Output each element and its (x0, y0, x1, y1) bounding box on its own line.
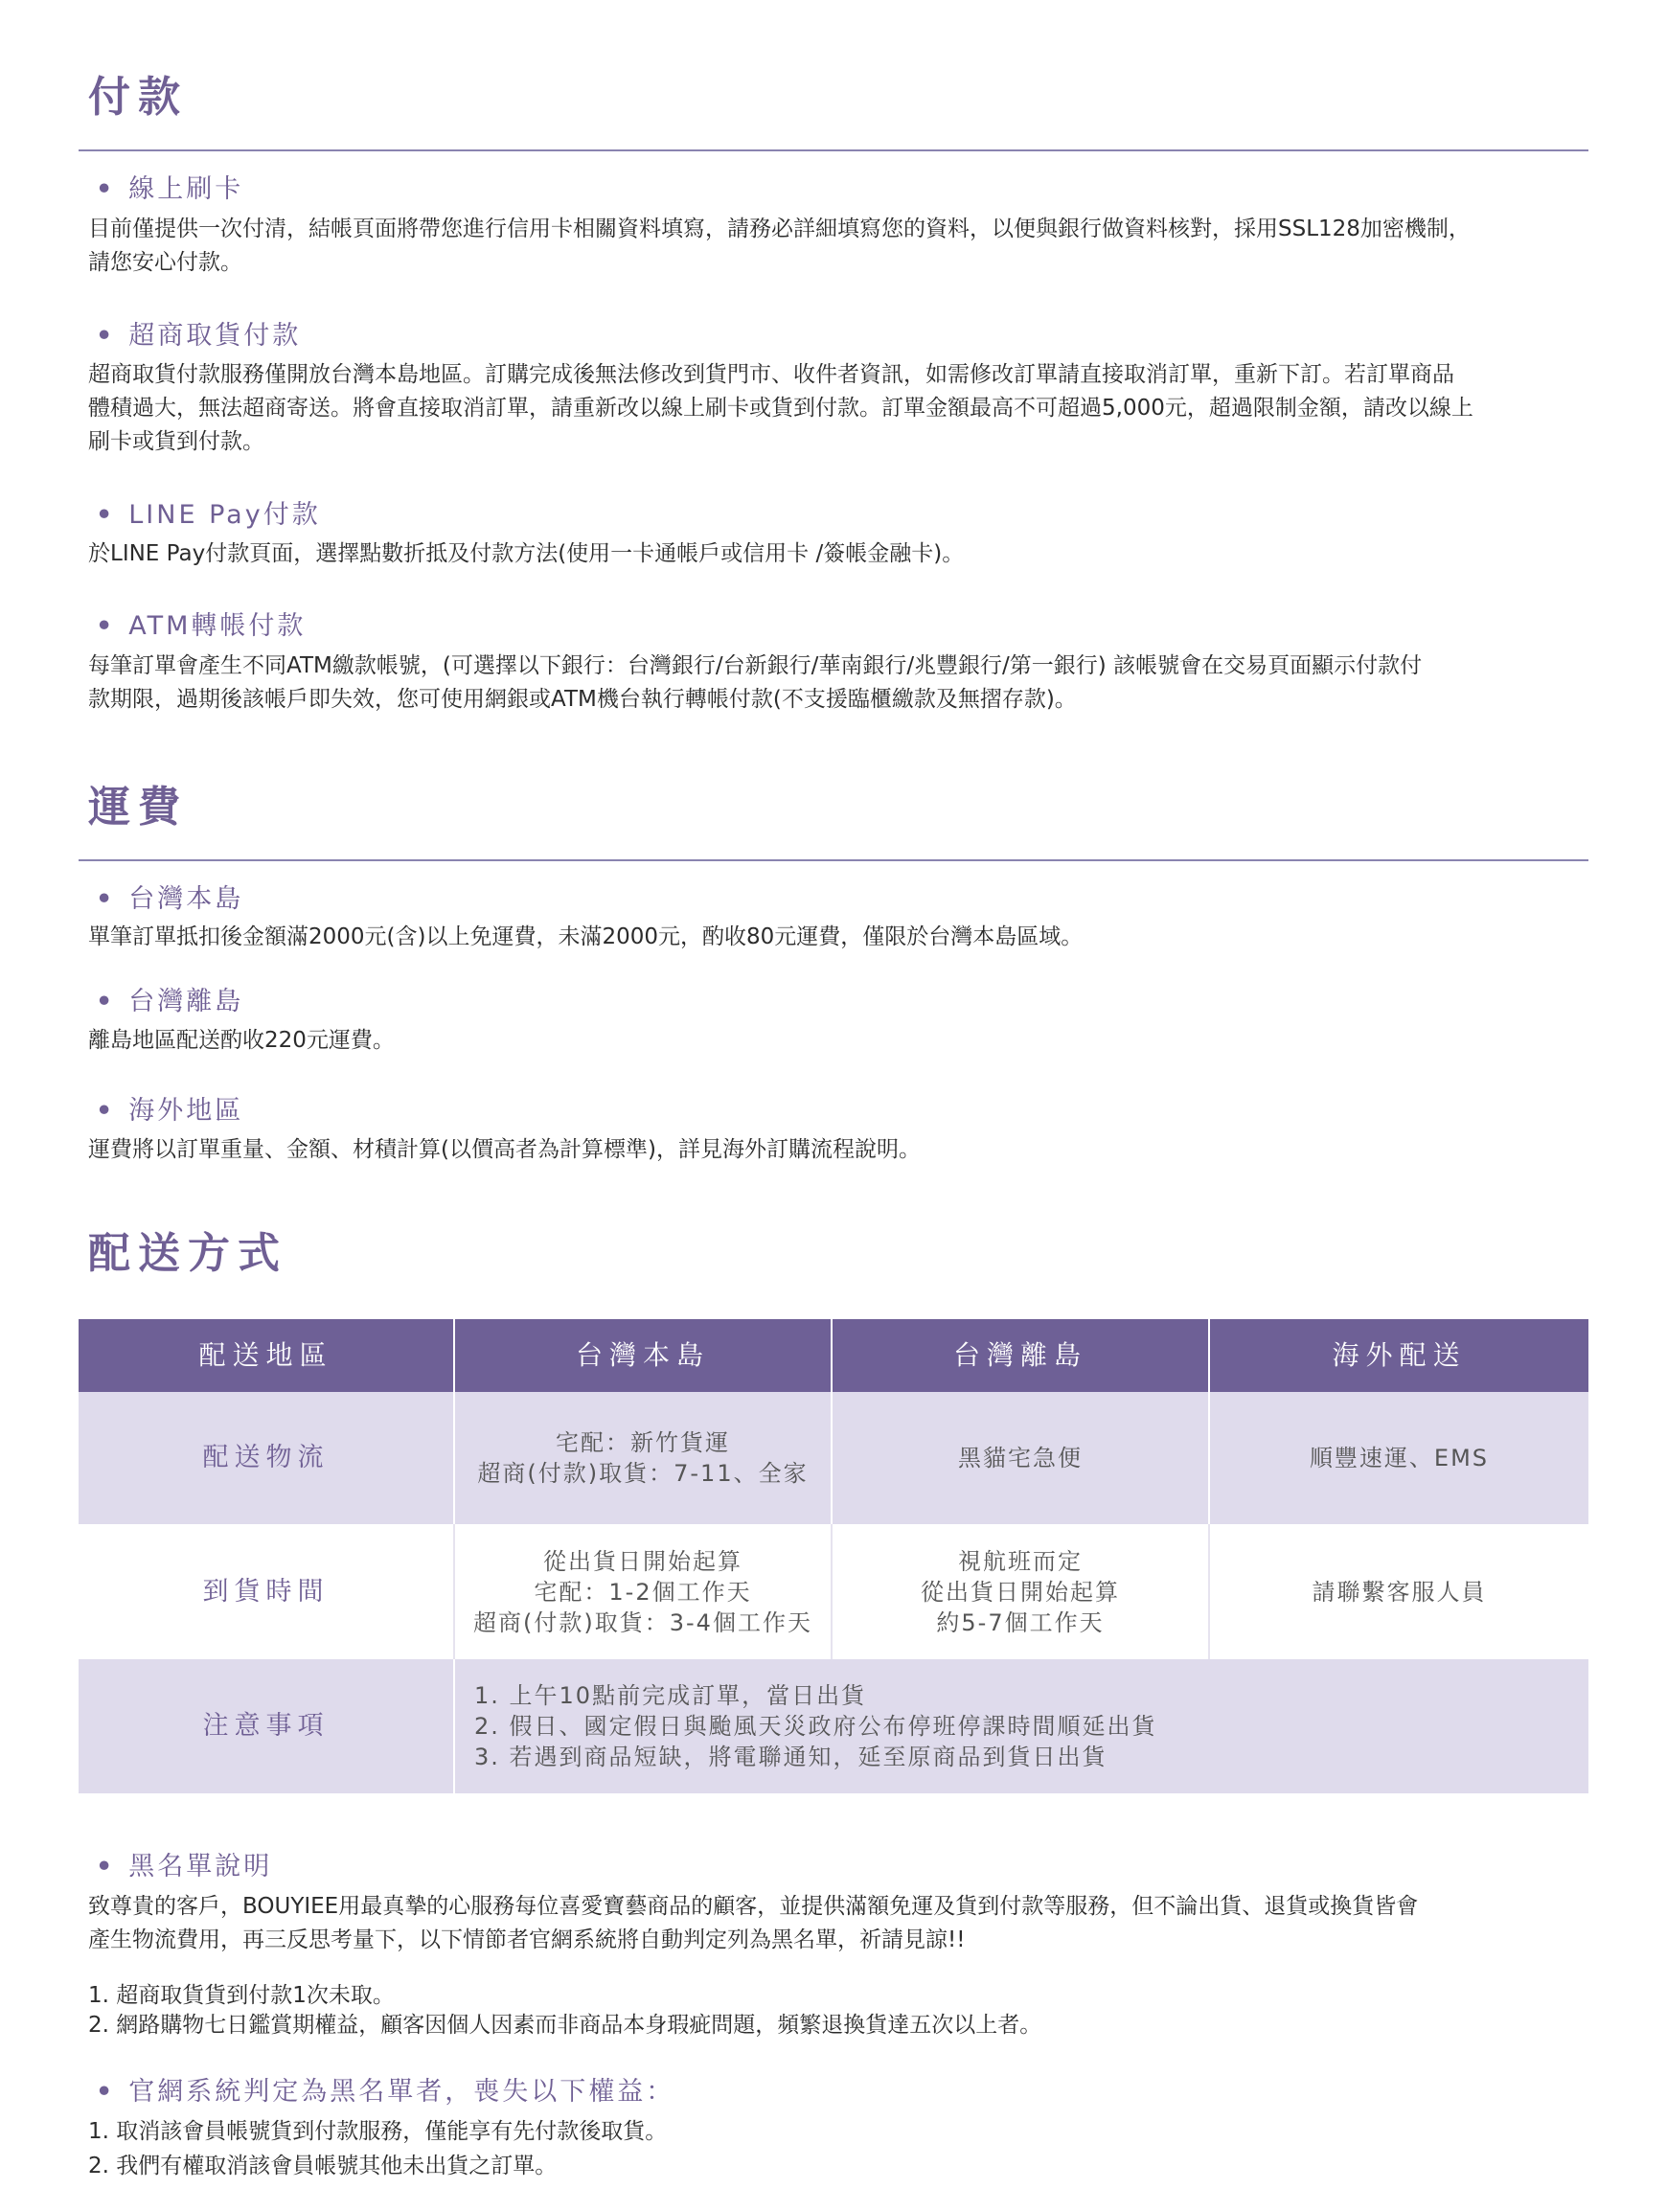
payment-title: 付款 (88, 73, 188, 122)
logistics-overseas (1210, 1392, 1588, 1524)
list-item: 2. 我們有權取消該會員帳號其他未出貨之訂單。 (88, 2154, 558, 2178)
logistics-main-island (455, 1392, 833, 1524)
online-card-heading-text: 線上刷卡 (128, 174, 244, 204)
store-pickup-heading-text: 超商取貨付款 (128, 321, 302, 351)
payment-divider (79, 149, 1588, 151)
bullet-icon: • (96, 174, 116, 204)
penalties-list (88, 2114, 1583, 2183)
text-line: 產生物流費用，再三反思考量下，以下情節者官網系統將自動判定列為黑名單，祈請見諒!! (88, 1927, 966, 1952)
penalties-heading-text: 官網系統判定為黑名單者，喪失以下權益： (128, 2077, 675, 2107)
note-item: 3. 若遇到商品短缺，將電聯通知，延至原商品到貨日出貨 (474, 1744, 1108, 1770)
table-row-logistics (79, 1392, 1588, 1524)
store-pickup-heading (96, 323, 301, 349)
text-line: 運費將以訂單重量、金額、材積計算(以價高者為計算標準)，詳見海外訂購流程說明。 (88, 1137, 921, 1162)
bullet-icon: • (96, 2077, 116, 2107)
outer-islands-heading-text: 台灣離島 (128, 987, 244, 1016)
main-island-text (88, 921, 1583, 954)
arrival-main-island (455, 1524, 833, 1659)
store-pickup-text (88, 358, 1583, 459)
overseas-heading (96, 1098, 243, 1124)
arrival-outer-islands (833, 1524, 1210, 1659)
blacklist-list (88, 1981, 1583, 2041)
table-row-notes (79, 1659, 1588, 1793)
header-cell-main-island: 台灣本島 (455, 1319, 833, 1392)
cell-line: 宅配：1-2個工作天 (534, 1578, 752, 1606)
text-line: 體積過大，無法超商寄送。將會直接取消訂單，請重新改以線上刷卡或貨到付款。訂單金額最高不可超過5,000元，超過限制金額，請改以線上 (88, 396, 1473, 421)
atm-heading-text: ATM轉帳付款 (128, 611, 307, 641)
cell-line: 宅配：新竹貨運 (556, 1429, 730, 1456)
note-item: 2. 假日、國定假日與颱風天災政府公布停班停課時間順延出貨 (474, 1713, 1157, 1740)
atm-heading (96, 613, 306, 639)
cell-line: 約5-7個工作天 (936, 1608, 1105, 1636)
bullet-icon: • (96, 884, 116, 914)
list-item: 1. 超商取貨貨到付款1次未取。 (88, 1983, 395, 2008)
overseas-text (88, 1133, 1583, 1167)
text-line: 離島地區配送酌收220元運費。 (88, 1028, 395, 1053)
list-item: 1. 取消該會員帳號貨到付款服務，僅能享有先付款後取貨。 (88, 2119, 668, 2144)
cell-line: 順豐速運、EMS (1309, 1445, 1490, 1471)
online-card-text (88, 213, 1583, 280)
bullet-icon: • (96, 987, 116, 1016)
text-line: 每筆訂單會產生不同ATM繳款帳號，(可選擇以下銀行：台灣銀行/台新銀行/華南銀行/兆豐銀行/第一銀行) 該帳號會在交易頁面顯示付款付 (88, 653, 1423, 678)
text-line: 刷卡或貨到付款。 (88, 429, 264, 454)
main-island-heading-text: 台灣本島 (128, 884, 244, 914)
blacklist-text (88, 1890, 1583, 1957)
note-item: 1. 上午10點前完成訂單，當日出貨 (474, 1682, 867, 1709)
cell-line: 超商(付款)取貨：7-11、全家 (477, 1460, 809, 1487)
outer-islands-text (88, 1024, 1583, 1058)
bullet-icon: • (96, 1096, 116, 1126)
header-cell-outer-islands: 台灣離島 (833, 1319, 1210, 1392)
text-line: 於LINE Pay付款頁面，選擇點數折抵及付款方法(使用一卡通帳戶或信用卡 /簽帳金融卡)。 (88, 541, 965, 566)
blacklist-heading (96, 1854, 272, 1880)
bullet-icon: • (96, 321, 116, 351)
shipping-title: 運費 (88, 783, 188, 832)
bullet-icon: • (96, 500, 116, 530)
overseas-heading-text: 海外地區 (128, 1096, 244, 1126)
bullet-icon: • (96, 611, 116, 641)
table-header-row (79, 1319, 1588, 1392)
cell-line: 請聯繫客服人員 (1312, 1578, 1487, 1606)
cell-line: 黑貓宅急便 (958, 1445, 1083, 1471)
delivery-table (79, 1319, 1588, 1793)
linepay-heading-text: LINE Pay付款 (128, 500, 321, 530)
text-line: 致尊貴的客戶，BOUYIEE用最真摯的心服務每位喜愛寶藝商品的顧客，並提供滿額免運及貨到付款等服務，但不論出貨、退貨或換貨皆會 (88, 1894, 1419, 1919)
penalties-heading (96, 2079, 674, 2105)
row-label-notes: 注意事項 (79, 1659, 455, 1793)
text-line: 超商取貨付款服務僅開放台灣本島地區。訂購完成後無法修改到貨門市、收件者資訊，如需修改訂單請直接取消訂單，重新下訂。若訂單商品 (88, 362, 1454, 387)
cell-line: 從出貨日開始起算 (543, 1547, 742, 1575)
notes-content (455, 1659, 1588, 1793)
outer-islands-heading (96, 989, 243, 1015)
cell-line: 超商(付款)取貨：3-4個工作天 (473, 1608, 812, 1636)
header-cell-overseas: 海外配送 (1210, 1319, 1588, 1392)
linepay-text (88, 537, 1583, 571)
blacklist-heading-text: 黑名單說明 (128, 1852, 273, 1881)
header-cell-region: 配送地區 (79, 1319, 455, 1392)
main-island-heading (96, 886, 243, 912)
linepay-heading (96, 502, 321, 528)
row-label-logistics: 配送物流 (79, 1392, 455, 1524)
logistics-outer-islands (833, 1392, 1210, 1524)
shipping-divider (79, 859, 1588, 861)
cell-line: 從出貨日開始起算 (921, 1578, 1120, 1606)
arrival-overseas (1210, 1524, 1588, 1659)
text-line: 請您安心付款。 (88, 250, 242, 275)
delivery-title: 配送方式 (88, 1229, 287, 1278)
online-card-heading (96, 176, 243, 202)
list-item: 2. 網路購物七日鑑賞期權益，顧客因個人因素而非商品本身瑕疵問題，頻繁退換貨達五次以上者。 (88, 2013, 1042, 2038)
cell-line: 視航班而定 (958, 1547, 1083, 1575)
row-label-arrival: 到貨時間 (79, 1524, 455, 1659)
bullet-icon: • (96, 1852, 116, 1881)
text-line: 單筆訂單抵扣後金額滿2000元(含)以上免運費，未滿2000元，酌收80元運費，僅限於台灣本島區域。 (88, 924, 1084, 949)
text-line: 目前僅提供一次付清，結帳頁面將帶您進行信用卡相關資料填寫，請務必詳細填寫您的資料，以便與銀行做資料核對，採用SSL128加密機制， (88, 217, 1471, 241)
atm-text (88, 650, 1583, 717)
text-line: 款期限，過期後該帳戶即失效，您可使用網銀或ATM機台執行轉帳付款(不支援臨櫃繳款及無摺存款)。 (88, 687, 1077, 712)
table-row-arrival (79, 1524, 1588, 1659)
